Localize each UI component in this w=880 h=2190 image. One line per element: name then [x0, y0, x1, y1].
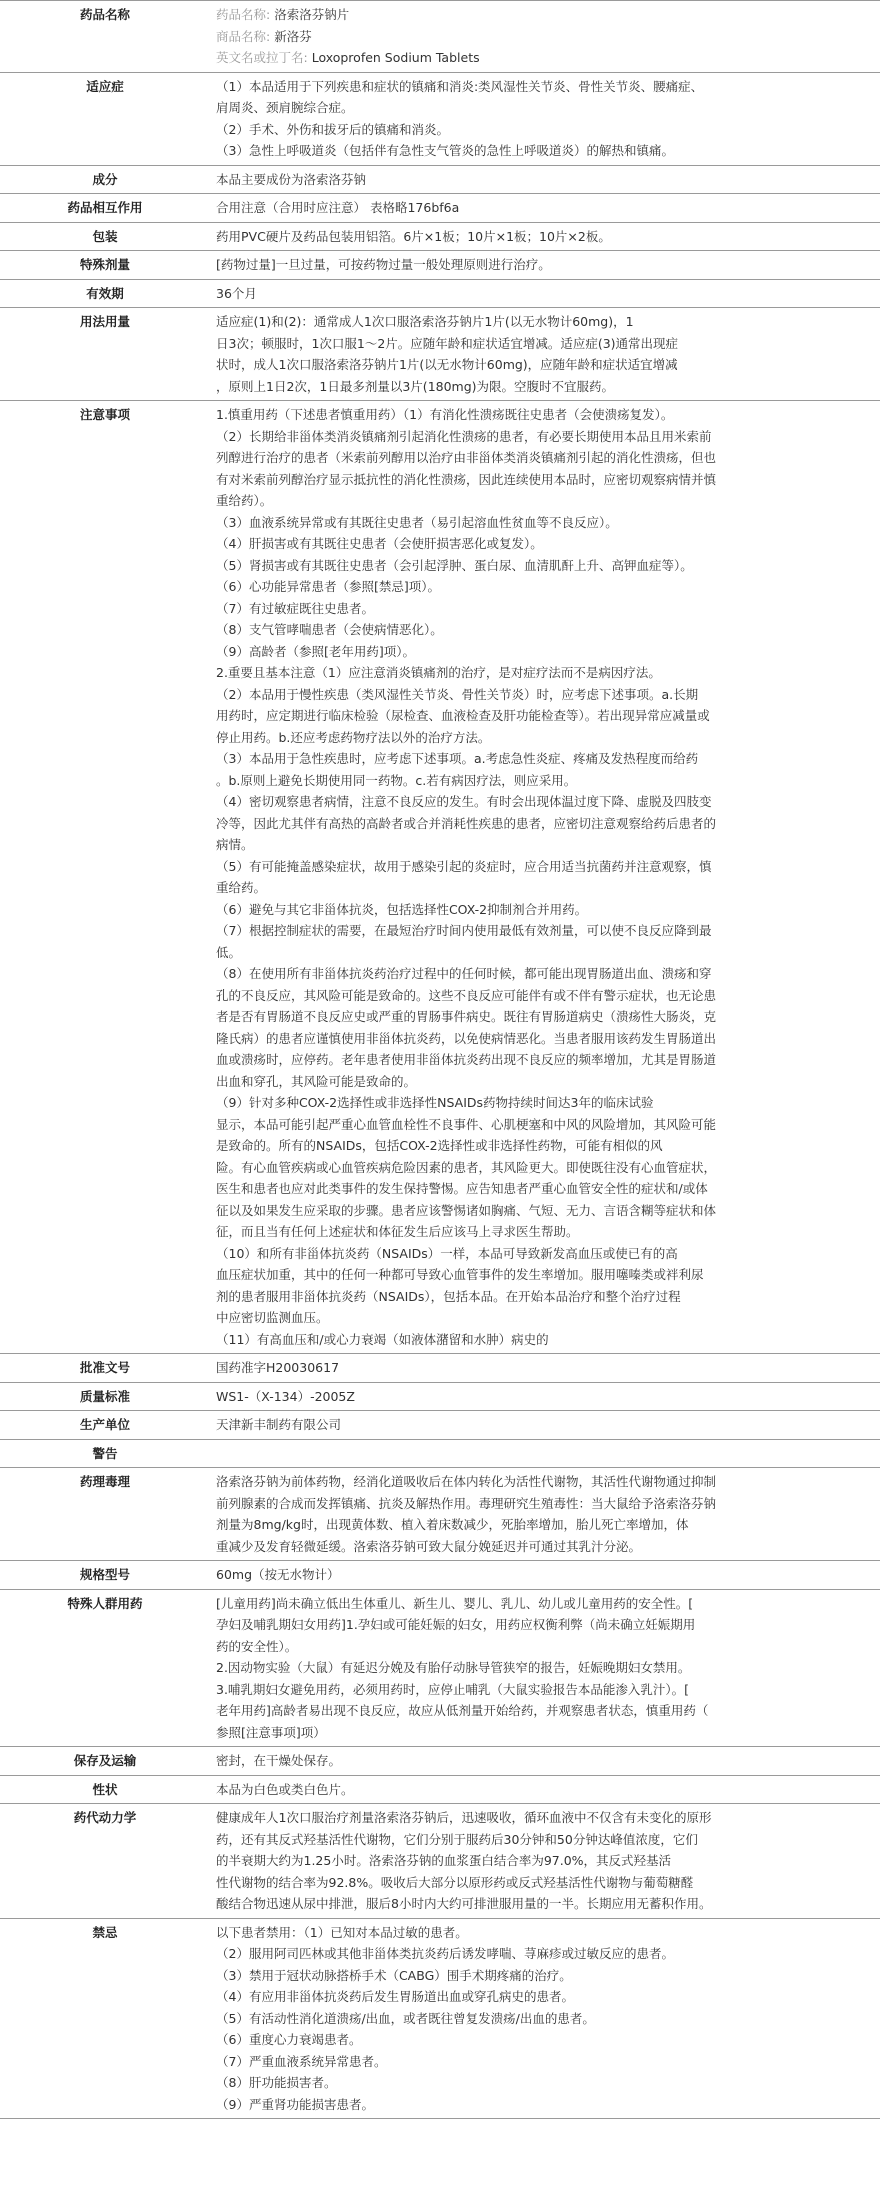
text-line: [儿童用药]尚未确立低出生体重儿、新生儿、婴儿、乳儿、幼儿或儿童用药的安全性。[	[216, 1595, 694, 1611]
text-line: 密封，在干燥处保存。	[216, 1753, 342, 1768]
field-value	[210, 401, 880, 1354]
field-label: 特殊人群用药	[0, 1589, 210, 1747]
text-line: 用药时，应定期进行临床检验（尿检查、血液检查及肝功能检查等）。若出现异常应减量或	[216, 708, 710, 723]
field-value	[210, 222, 880, 251]
text-line: 2.重要且基本注意（1）应注意消炎镇痛剂的治疗，是对症疗法而不是病因疗法。	[216, 665, 661, 680]
text-line: 。b.原则上避免长期使用同一药物。c.若有病因疗法，则应采用。	[216, 772, 577, 788]
text-line: 征以及如果发生应采取的步骤。患者应该警惕诸如胸痛、气短、无力、言语含糊等症状和体	[216, 1202, 717, 1218]
text-line: 国药准字H20030617	[216, 1360, 340, 1375]
row-storage	[0, 1747, 880, 1776]
text-line: 者是否有胃肠道不良反应史或严重的胃肠事件病史。既往有胃肠道病史（溃疡性大肠炎，克	[216, 1009, 717, 1024]
row-dosage	[0, 308, 880, 401]
text-line: 剂量为8mg/kg时，出现黄体数、植入着床数减少，死胎率增加，胎儿死亡率增加，体	[216, 1517, 689, 1532]
field-value	[210, 308, 880, 401]
field-label: 特殊剂量	[0, 251, 210, 280]
text-line: 病情。	[216, 837, 254, 852]
text-line: ，原则上1日2次，1日最多剂量以3片(180mg)为限。空腹时不宜服药。	[216, 378, 615, 394]
text-line: 重给药。	[216, 880, 267, 895]
text-line: 隆氏病）的患者应谨慎使用非甾体抗炎药，以免使病情恶化。当患者服用该药发生胃肠道出	[216, 1030, 717, 1046]
text-line: WS1-（X-134）-2005Z	[216, 1388, 355, 1404]
text-line: 列醇进行治疗的患者（米索前列醇用以治疗由非甾体类消炎镇痛剂引起的消化性溃疡，但也	[216, 450, 717, 465]
field-label: 药理毒理	[0, 1468, 210, 1561]
text-line: 重减少及发育轻微延缓。洛索洛芬钠可致大鼠分娩延迟并可通过其乳汁分泌。	[216, 1538, 642, 1554]
text-line	[216, 4, 874, 26]
text-line: 本品主要成份为洛索洛芬钠	[216, 171, 367, 187]
text-line: （5）有可能掩盖感染症状，故用于感染引起的炎症时，应合用适当抗菌药并注意观察，慎	[216, 858, 712, 874]
field-label: 批准文号	[0, 1354, 210, 1383]
sub-value: Loxoprofen Sodium Tablets	[311, 50, 480, 65]
field-label: 保存及运输	[0, 1747, 210, 1776]
field-value	[210, 1775, 880, 1804]
text-line: （3）血液系统异常或有其既往史患者（易引起溶血性贫血等不良反应）。	[216, 514, 618, 530]
field-value	[210, 1804, 880, 1919]
field-label: 注意事项	[0, 401, 210, 1354]
field-value	[210, 1747, 880, 1776]
text-line: （8）在使用所有非甾体抗炎药治疗过程中的任何时候，都可能出现胃肠道出血、溃疡和穿	[216, 966, 712, 981]
field-value	[210, 165, 880, 194]
sub-value: 洛索洛芬钠片	[274, 7, 350, 22]
text-line: 状时，成人1次口服洛索洛芬钠片1片(以无水物计60mg)，应随年龄和症状适宜增减	[216, 357, 678, 372]
text-line	[216, 47, 874, 69]
text-line: 60mg（按无水物计）	[216, 1567, 340, 1582]
field-label: 用法用量	[0, 308, 210, 401]
text-line: 是致命的。所有的NSAIDs，包括COX-2选择性或非选择性药物，可能有相似的风	[216, 1138, 663, 1153]
text-line: 合用注意（合用时应注意） 表格略176bf6a	[216, 200, 460, 215]
text-line: 适应症(1)和(2)：通常成人1次口服洛索洛芬钠片1片(以无水物计60mg)，1	[216, 314, 634, 329]
row-overdose	[0, 251, 880, 280]
field-label: 包装	[0, 222, 210, 251]
row-validity	[0, 279, 880, 308]
row-warning	[0, 1439, 880, 1468]
field-label: 成分	[0, 165, 210, 194]
text-line: 药用PVC硬片及药品包装用铝箔。6片×1板；10片×1板；10片×2板。	[216, 228, 611, 244]
text-line: 剂的患者服用非甾体抗炎药（NSAIDs），包括本品。在开始本品治疗和整个治疗过程	[216, 1288, 681, 1304]
text-line: （9）严重肾功能损害患者。	[216, 2096, 374, 2112]
row-approval	[0, 1354, 880, 1383]
text-line: （2）长期给非甾体类消炎镇痛剂引起消化性溃疡的患者，有必要长期使用本品且用米索前	[216, 428, 712, 444]
text-line: 血压症状加重，其中的任何一种都可导致心血管事件的发生率增加。服用噻嗪类或袢利尿	[216, 1267, 704, 1282]
field-value	[210, 279, 880, 308]
text-line: 性代谢物的结合率为92.8%。吸收后大部分以原形药或反式羟基活性代谢物与葡萄糖醛	[216, 1874, 694, 1890]
text-line: （2）手术、外伤和拔牙后的镇痛和消炎。	[216, 121, 449, 137]
text-line: 本品为白色或类白色片。	[216, 1781, 354, 1797]
text-line: （5）肾损害或有其既往史患者（会引起浮肿、蛋白尿、血清肌酐上升、高钾血症等）。	[216, 557, 693, 573]
text-line: 显示，本品可能引起严重心血管血栓性不良事件、心肌梗塞和中风的风险增加，其风险可能	[216, 1116, 717, 1132]
text-line	[216, 1443, 874, 1465]
sub-value: 新洛芬	[274, 28, 312, 44]
text-line: （6）心功能异常患者（参照[禁忌]项）。	[216, 579, 440, 594]
text-line: 日3次；顿服时，1次口服1～2片。应随年龄和症状适宜增减。适应症(3)通常出现症	[216, 335, 679, 351]
text-line: （4）肝损害或有其既往史患者（会使肝损害恶化或复发）。	[216, 536, 543, 551]
text-line: （2）本品用于慢性疾患（类风湿性关节炎、骨性关节炎）时，应考虑下述事项。a.长期	[216, 686, 699, 702]
row-contraindications	[0, 1918, 880, 2119]
field-label: 适应症	[0, 72, 210, 165]
field-value	[210, 1589, 880, 1747]
text-line: 酸结合物迅速从尿中排泄，服后8小时内大约可排泄服用量的一半。长期应用无蓄积作用。	[216, 1896, 712, 1911]
field-value	[210, 1439, 880, 1468]
row-precautions	[0, 401, 880, 1354]
text-line: （1）本品适用于下列疾患和症状的镇痛和消炎:类风湿性关节炎、骨性关节炎、腰痛症、	[216, 78, 704, 94]
field-label: 有效期	[0, 279, 210, 308]
row-special_groups	[0, 1589, 880, 1747]
field-label: 药品相互作用	[0, 194, 210, 223]
field-value	[210, 1382, 880, 1411]
field-value	[210, 1411, 880, 1440]
row-package	[0, 222, 880, 251]
text-line: （9）针对多种COX-2选择性或非选择性NSAIDs药物持续时间达3年的临床试验	[216, 1095, 654, 1110]
field-value	[210, 72, 880, 165]
text-line: 老年用药]高龄者易出现不良反应，故应从低剂量开始给药，并观察患者状态，慎重用药（	[216, 1703, 709, 1718]
text-line: 重给药）。	[216, 493, 273, 508]
text-line: 天津新丰制药有限公司	[216, 1417, 342, 1432]
row-property	[0, 1775, 880, 1804]
text-line: 1.慎重用药（下述患者慎重用药）（1）有消化性溃疡既往史患者（会使溃疡复发）。	[216, 407, 674, 422]
field-label: 禁忌	[0, 1918, 210, 2119]
row-interaction	[0, 194, 880, 223]
text-line: 停止用药。b.还应考虑药物疗法以外的治疗方法。	[216, 729, 491, 745]
text-line: （11）有高血压和/或心力衰竭（如液体潴留和水肿）病史的	[216, 1331, 549, 1347]
sub-label: 英文名或拉丁名:	[216, 50, 308, 65]
text-line: [药物过量]一旦过量，可按药物过量一般处理原则进行治疗。	[216, 257, 551, 272]
text-line: （4）密切观察患者病情，注意不良反应的发生。有时会出现体温过度下降、虚脱及四肢变	[216, 794, 712, 809]
text-line: （6）重度心力衰竭患者。	[216, 2032, 362, 2047]
text-line: 出血和穿孔，其风险可能是致命的。	[216, 1073, 417, 1089]
field-value	[210, 1561, 880, 1590]
text-line: （3）急性上呼吸道炎（包括伴有急性支气管炎的急性上呼吸道炎）的解热和镇痛。	[216, 143, 674, 158]
text-line: （3）禁用于冠状动脉搭桥手术（CABG）围手术期疼痛的治疗。	[216, 1967, 572, 1983]
field-value	[210, 1354, 880, 1383]
text-line: 药的安全性）。	[216, 1638, 298, 1654]
row-ingredient	[0, 165, 880, 194]
text-line: 孕妇及哺乳期妇女用药]1.孕妇或可能妊娠的妇女，用药应权衡利弊（尚未确立妊娠期用	[216, 1617, 696, 1632]
field-value	[210, 251, 880, 280]
field-label: 警告	[0, 1439, 210, 1468]
text-line: （9）高龄者（参照[老年用药]项）。	[216, 643, 415, 659]
text-line: 肩周炎、颈肩腕综合症。	[216, 100, 354, 115]
text-line: 的半衰期大约为1.25小时。洛索洛芬钠的血浆蛋白结合率为97.0%，其反式羟基活	[216, 1853, 672, 1868]
row-standard	[0, 1382, 880, 1411]
text-line: 36个月	[216, 285, 257, 301]
field-value	[210, 194, 880, 223]
text-line: 医生和患者也应对此类事件的发生保持警惕。应告知患者严重心血管安全性的症状和/或体	[216, 1181, 708, 1196]
text-line: （5）有活动性消化道溃疡/出血，或者既往曾复发溃疡/出血的患者。	[216, 2010, 595, 2026]
text-line: 3.哺乳期妇女避免用药，必须用药时，应停止哺乳（大鼠实验报告本品能渗入乳汁）。[	[216, 1681, 690, 1697]
text-line: （8）肝功能损害者。	[216, 2075, 337, 2090]
text-line: 血或溃疡时，应停药。老年患者使用非甾体抗炎药出现不良反应的频率增加，尤其是胃肠道	[216, 1052, 717, 1067]
sub-label: 药品名称:	[216, 7, 271, 22]
text-line: 险。有心血管疾病或心血管疾病危险因素的患者，其风险更大。即使既往没有心血管症状，	[216, 1159, 717, 1175]
text-line: 健康成年人1次口服治疗剂量洛索洛芬钠后，迅速吸收，循环血液中不仅含有未变化的原形	[216, 1810, 712, 1825]
text-line: （3）本品用于急性疾患时，应考虑下述事项。a.考虑急性炎症、疼痛及发热程度而给药	[216, 751, 699, 766]
text-line: 孔的不良反应，其风险可能是致命的。这些不良反应可能伴有或不伴有警示症状，也无论患	[216, 987, 717, 1003]
field-label: 药代动力学	[0, 1804, 210, 1919]
text-line: （7）根据控制症状的需要，在最短治疗时间内使用最低有效剂量，可以使不良反应降到最	[216, 923, 712, 938]
text-line: 参照[注意事项]项）	[216, 1724, 326, 1740]
text-line: 前列腺素的合成而发挥镇痛、抗炎及解热作用。毒理研究生殖毒性：当大鼠给予洛索洛芬钠	[216, 1495, 717, 1511]
row-indication	[0, 72, 880, 165]
text-line: 低。	[216, 944, 242, 960]
field-value	[210, 1468, 880, 1561]
text-line: （7）严重血液系统异常患者。	[216, 2053, 387, 2069]
field-label: 规格型号	[0, 1561, 210, 1590]
text-line: （2）服用阿司匹林或其他非甾体类抗炎药后诱发哮喘、荨麻疹或过敏反应的患者。	[216, 1946, 674, 1961]
text-line: （10）和所有非甾体抗炎药（NSAIDs）一样，本品可导致新发高血压或使已有的高	[216, 1245, 678, 1261]
field-label: 性状	[0, 1775, 210, 1804]
text-line: （6）避免与其它非甾体抗炎，包括选择性COX-2抑制剂合并用药。	[216, 901, 588, 917]
field-value	[210, 1918, 880, 2119]
row-name	[0, 1, 880, 73]
field-label: 药品名称	[0, 1, 210, 73]
text-line: 以下患者禁用：（1）已知对本品过敏的患者。	[216, 1924, 468, 1940]
field-value	[210, 1, 880, 73]
sub-label: 商品名称:	[216, 28, 271, 44]
text-line: （7）有过敏症既往史患者。	[216, 600, 374, 616]
row-spec	[0, 1561, 880, 1590]
row-pharmacokinetics	[0, 1804, 880, 1919]
text-line: 药，还有其反式羟基活性代谢物，它们分别于服药后30分钟和50分钟达峰值浓度，它们	[216, 1831, 698, 1847]
text-line: （8）支气管哮喘患者（会使病情恶化）。	[216, 622, 443, 637]
field-label: 生产单位	[0, 1411, 210, 1440]
text-line: （4）有应用非甾体抗炎药后发生胃肠道出血或穿孔病史的患者。	[216, 1989, 574, 2004]
text-line	[216, 26, 874, 48]
text-line: 有对米索前列醇治疗显示抵抗性的消化性溃疡，因此连续使用本品时，应密切观察病情并慎	[216, 471, 717, 487]
field-label: 质量标准	[0, 1382, 210, 1411]
row-manufacturer	[0, 1411, 880, 1440]
text-line: 冷等，因此尤其伴有高热的高龄者或合并消耗性疾患的患者，应密切注意观察给药后患者的	[216, 815, 717, 831]
row-toxicology	[0, 1468, 880, 1561]
text-line: 征，而且当有任何上述症状和体征发生后应该马上寻求医生帮助。	[216, 1224, 579, 1239]
text-line: 2.因动物实验（大鼠）有延迟分娩及有胎仔动脉导管狭窄的报告，妊娠晚期妇女禁用。	[216, 1660, 691, 1675]
text-line: 洛索洛芬钠为前体药物，经消化道吸收后在体内转化为活性代谢物，其活性代谢物通过抑制	[216, 1474, 717, 1489]
text-line: 中应密切监测血压。	[216, 1310, 329, 1325]
